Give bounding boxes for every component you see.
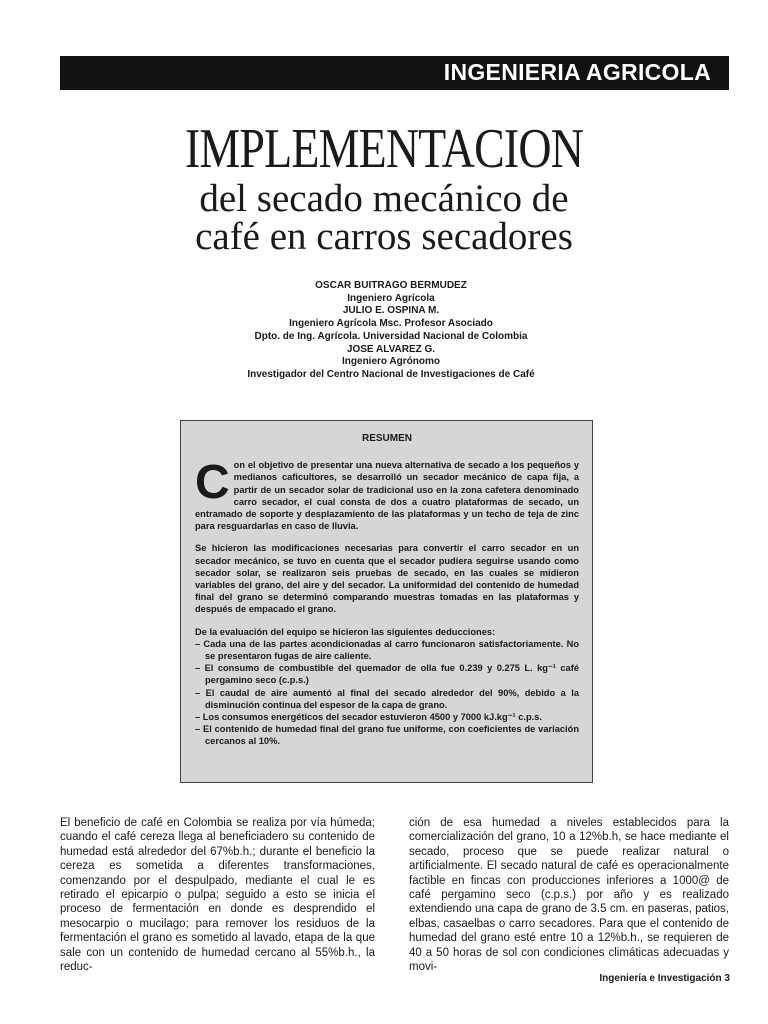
section-header-bar bbox=[60, 56, 729, 90]
list-item: – El consumo de combustible del quemador de olla fue 0.239 y 0.275 L. kg⁻¹ café pergamino seco (c.p.s.) bbox=[195, 663, 579, 686]
section-label: INGENIERIA AGRICOLA bbox=[443, 59, 711, 85]
abstract-paragraph bbox=[195, 456, 579, 532]
abstract-paragraph: De la evaluación del equipo se hicieron las siguientes deducciones: bbox=[195, 626, 496, 637]
author-affiliation: Ingeniero Agrónomo bbox=[342, 356, 440, 368]
author-affiliation: Ingeniero Agrícola Msc. Profesor Asociado bbox=[289, 318, 493, 330]
conclusions-list bbox=[195, 638, 579, 748]
body-column-right: ción de esa humedad a niveles establecidos para la comercialización del grano, 10 a 12%b.h, se hace mediante el secado, proceso que se puede realizar natural o artificialmente. El secado natural de café es operacionalmente factible en fincas con producciones inferiores a 1000@ de café pergamino seco (c.p.s.) por año y es realizado extendiendo una capa de grano de 3.5 cm. en paseras, patios, elbas, casaelbas o carro secadores. Para que el contenido de humedad del grano esté entre 10 a 12%b.h., se requieren de 40 a 50 horas de sol con condiciones climáticas adecuadas y movi- bbox=[409, 817, 729, 974]
author-affiliation: Investigador del Centro Nacional de Investigaciones de Café bbox=[247, 368, 535, 380]
article-title: IMPLEMENTACION bbox=[184, 118, 584, 180]
list-item: – Los consumos energéticos del secador estuvieron 4500 y 7000 kJ.kg⁻¹ c.p.s. bbox=[195, 712, 542, 723]
abstract-paragraph: Se hicieron las modificaciones necesarias para convertir el carro secador en un secador mecánico, se tuvo en cuenta que el secador pudiera seguirse usando como secador solar, se realizaron seis pruebas de secado, en las cuales se midieron variables del grano, del aire y del secador. La uniformidad del contenido de humedad final del grano se determinó comparando muestras tomadas en las plataformas y después de empacado el grano. bbox=[195, 543, 579, 615]
author-name: JOSE ALVAREZ G. bbox=[346, 343, 436, 355]
abstract-heading: RESUMEN bbox=[361, 433, 412, 444]
abstract-paragraph-text: on el objetivo de presentar una nueva alternativa de secado a los pequeños y medianos caficultores, se desarrolló un secador mecánico de capa fija, a partir de un secador solar de tradicional uso en la zona cafetera denominado carro secador, el cual consta de dos a cuatro plataformas de secado, un entramado de soporte y desplazamiento de las plataformas y un techo de teja de zinc para resguardarlas en caso de lluvia. bbox=[195, 460, 579, 532]
author-affiliation: Ingeniero Agrícola bbox=[347, 292, 435, 304]
abstract-box bbox=[180, 420, 593, 783]
list-item: – El contenido de humedad final del grano fue uniforme, con coeficientes de variación cercanos al 10%. bbox=[195, 724, 579, 747]
abstract-content bbox=[195, 433, 579, 748]
list-item: – El caudal de aire aumentó al final del secado alrededor del 90%, debido a la disminución continua del espesor de la capa de grano. bbox=[195, 687, 579, 710]
author-affiliation: Dpto. de Ing. Agrícola. Universidad Nacional de Colombia bbox=[254, 330, 528, 342]
body-column-left: El beneficio de café en Colombia se realiza por vía húmeda; cuando el café cereza llega al beneficiadero su contenido de humedad está alrededor del 67%b.h.; durante el beneficio la cereza es sometida a diferentes transformaciones, comenzando por el despulpado, mediante el cual le es retirado el epicarpio o pulpa; seguido a esto se inicia el proceso de fermentación en donde es desprendido el mesocarpio o mucilago; para remover los residuos de la fermentación el grano es sometido al lavado, etapa de la que sale con un contenido de humedad cercano al 55%b.h., la reduc- bbox=[60, 817, 375, 974]
author-block bbox=[0, 280, 768, 382]
author-name: JULIO E. OSPINA M. bbox=[342, 305, 440, 317]
article-subtitle-line2: café en carros secadores bbox=[195, 215, 573, 258]
page-footer: Ingeniería e Investigación 3 bbox=[599, 973, 730, 984]
list-item: – Cada una de las partes acondicionadas al carro funcionaron satisfactoriamente. No se presentaron fugas de aire caliente. bbox=[195, 638, 579, 662]
author-name: OSCAR BUITRAGO BERMUDEZ bbox=[315, 280, 467, 291]
drop-cap: C bbox=[195, 456, 230, 510]
article-subtitle-line1: del secado mecánico de bbox=[199, 177, 569, 220]
